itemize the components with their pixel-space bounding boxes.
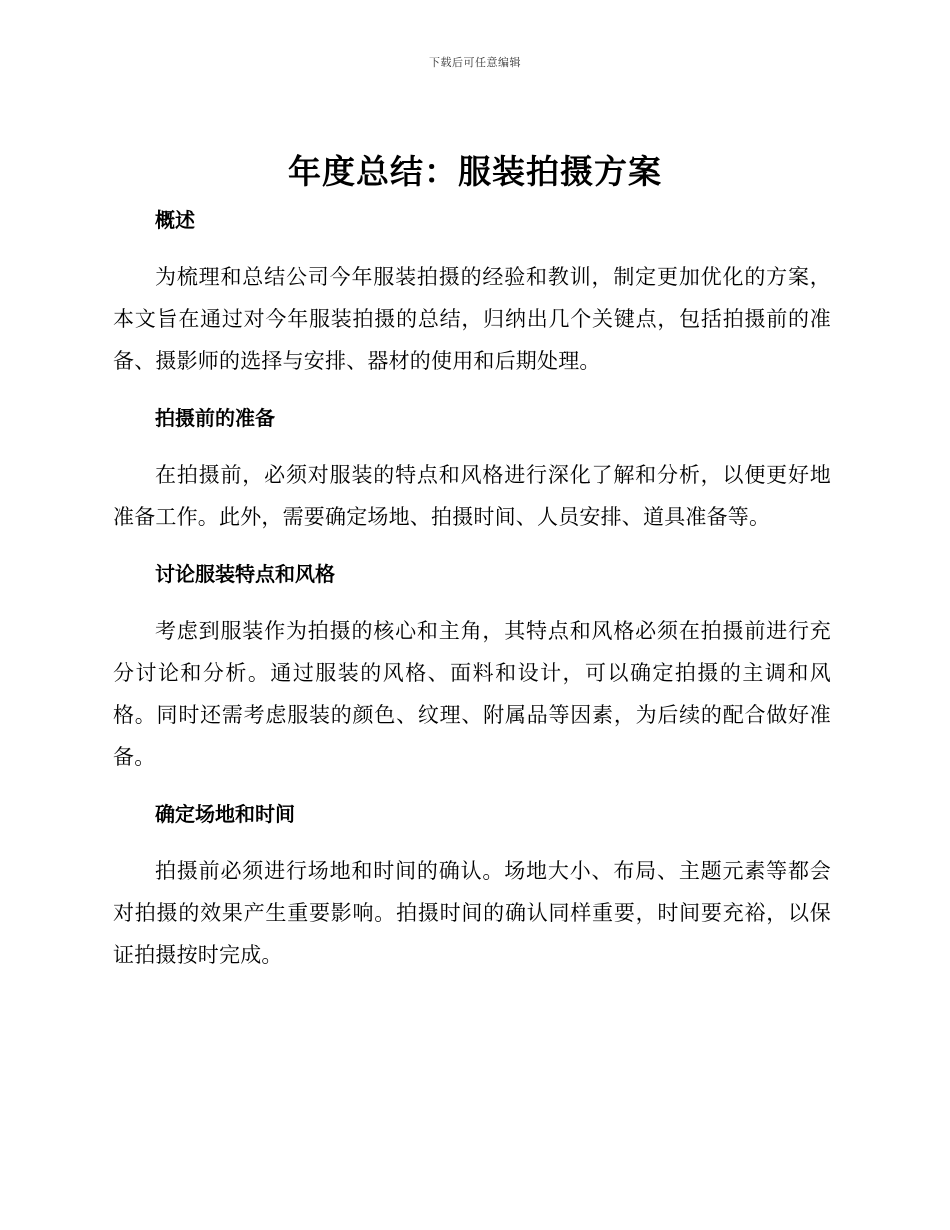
page-title: 年度总结：服装拍摄方案 bbox=[288, 152, 662, 191]
section-overview bbox=[113, 202, 831, 400]
section-heading: 概述 bbox=[155, 208, 195, 232]
header-note: 下载后可任意编辑 bbox=[429, 56, 521, 69]
section-venue-time bbox=[113, 796, 831, 976]
section-clothing-style bbox=[113, 556, 831, 796]
section-preparation bbox=[113, 400, 831, 556]
section-heading: 确定场地和时间 bbox=[155, 802, 295, 826]
section-heading: 拍摄前的准备 bbox=[155, 406, 275, 430]
section-paragraph: 考虑到服装作为拍摄的核心和主角，其特点和风格必须在拍摄前进行充分讨论和分析。通过服装的风格、面料和设计，可以确定拍摄的主调和风格。同时还需考虑服装的颜色、纹理、附属品等因素，为后续的配合做好准备。 bbox=[113, 619, 831, 769]
document-body bbox=[113, 202, 831, 976]
section-heading: 讨论服装特点和风格 bbox=[155, 562, 335, 586]
section-paragraph: 在拍摄前，必须对服装的特点和风格进行深化了解和分析，以便更好地准备工作。此外，需要确定场地、拍摄时间、人员安排、道具准备等。 bbox=[113, 463, 831, 529]
section-paragraph: 拍摄前必须进行场地和时间的确认。场地大小、布局、主题元素等都会对拍摄的效果产生重要影响。拍摄时间的确认同样重要，时间要充裕，以保证拍摄按时完成。 bbox=[113, 859, 831, 967]
section-paragraph: 为梳理和总结公司今年服装拍摄的经验和教训，制定更加优化的方案，本文旨在通过对今年服装拍摄的总结，归纳出几个关键点，包括拍摄前的准备、摄影师的选择与安排、器材的使用和后期处理。 bbox=[113, 265, 831, 373]
